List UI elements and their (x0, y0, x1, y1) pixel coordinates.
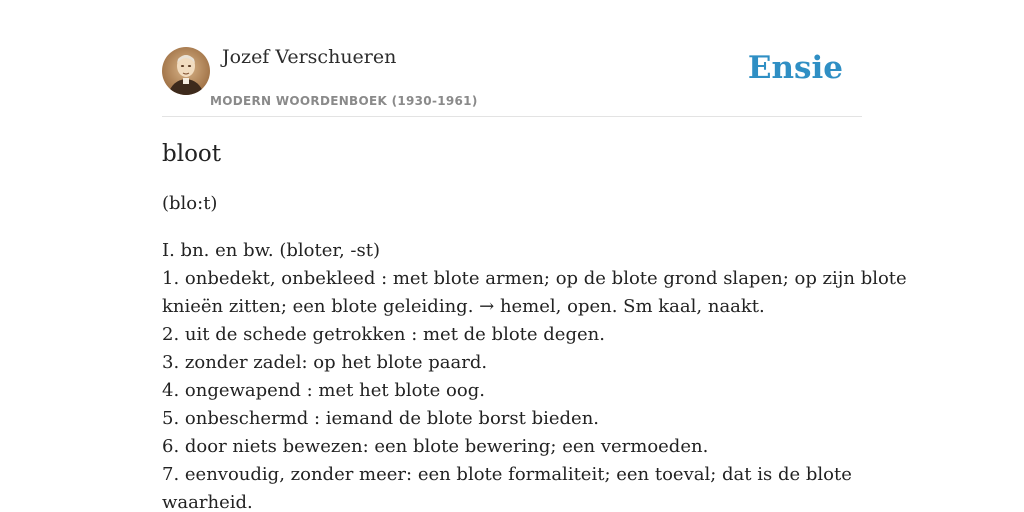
headword: bloot (162, 141, 222, 167)
definition-line: 5. onbeschermd : iemand de blote borst bieden. (162, 408, 600, 429)
entry-header (162, 44, 862, 117)
definition-line: waarheid. (162, 492, 253, 512)
definition-line: 2. uit de schede getrokken : met de blote degen. (162, 324, 605, 345)
definition-line: I. bn. en bw. (bloter, -st) (162, 240, 380, 261)
entry-content (162, 138, 907, 512)
pronunciation: (blo:t) (162, 193, 218, 214)
author-name[interactable]: Jozef Verschueren (222, 46, 397, 68)
definition-line: knieën zitten; een blote geleiding. → hemel, open. Sm kaal, naakt. (162, 296, 765, 317)
author-avatar[interactable] (162, 47, 210, 95)
definition-line: 3. zonder zadel: op het blote paard. (162, 352, 488, 373)
ensie-logo[interactable]: Ensie (747, 50, 843, 86)
definition-line: 6. door niets bewezen: een blote bewering; een vermoeden. (162, 436, 709, 457)
definition-line: 7. eenvoudig, zonder meer: een blote formaliteit; een toeval; dat is de blote (162, 464, 852, 485)
definition-line: 1. onbedekt, onbekleed : met blote armen; op de blote grond slapen; op zijn blote (162, 268, 907, 289)
definitions (162, 237, 907, 512)
dictionary-source[interactable]: MODERN WOORDENBOEK (1930-1961) (210, 94, 478, 108)
definition-line: 4. ongewapend : met het blote oog. (162, 380, 485, 401)
